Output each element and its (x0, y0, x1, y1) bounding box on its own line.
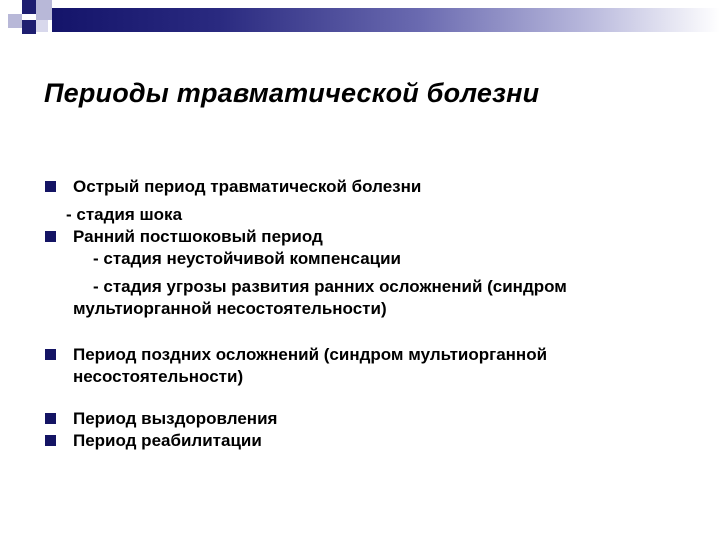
square-bullet-icon (45, 181, 56, 192)
item-label: Острый период травматической болезни (73, 177, 422, 196)
decor-square (36, 20, 48, 32)
item-label: Период реабилитации (73, 431, 262, 450)
square-bullet-icon (45, 349, 56, 360)
item-label-line: несостоятельности) (73, 367, 244, 386)
square-bullet-icon (45, 435, 56, 446)
square-bullet-icon (45, 413, 56, 424)
slide-title: Периоды травматической болезни (44, 78, 540, 108)
item-substage: мультиорганной несостоятельности) (73, 299, 387, 318)
item-label-line: Период поздних осложнений (синдром мультиорганной (73, 345, 548, 364)
square-bullet-icon (45, 231, 56, 242)
list-item (44, 176, 704, 198)
header-gradient-bar (52, 8, 720, 32)
list-item (44, 408, 704, 430)
item-substage: - стадия неустойчивой компенсации (93, 249, 402, 268)
item-substage: - стадия угрозы развития ранних осложнений (синдром (93, 277, 567, 296)
item-label: Период выздоровления (73, 409, 278, 428)
decor-square (22, 0, 36, 14)
decor-square (36, 0, 52, 20)
decor-square (22, 20, 36, 34)
slide-body (44, 176, 704, 452)
item-substage: - стадия шока (66, 205, 183, 224)
item-label: Ранний постшоковый период (73, 227, 323, 246)
list-item (44, 226, 704, 248)
list-item (44, 344, 704, 388)
list-item (44, 430, 704, 452)
decor-square (8, 14, 22, 28)
